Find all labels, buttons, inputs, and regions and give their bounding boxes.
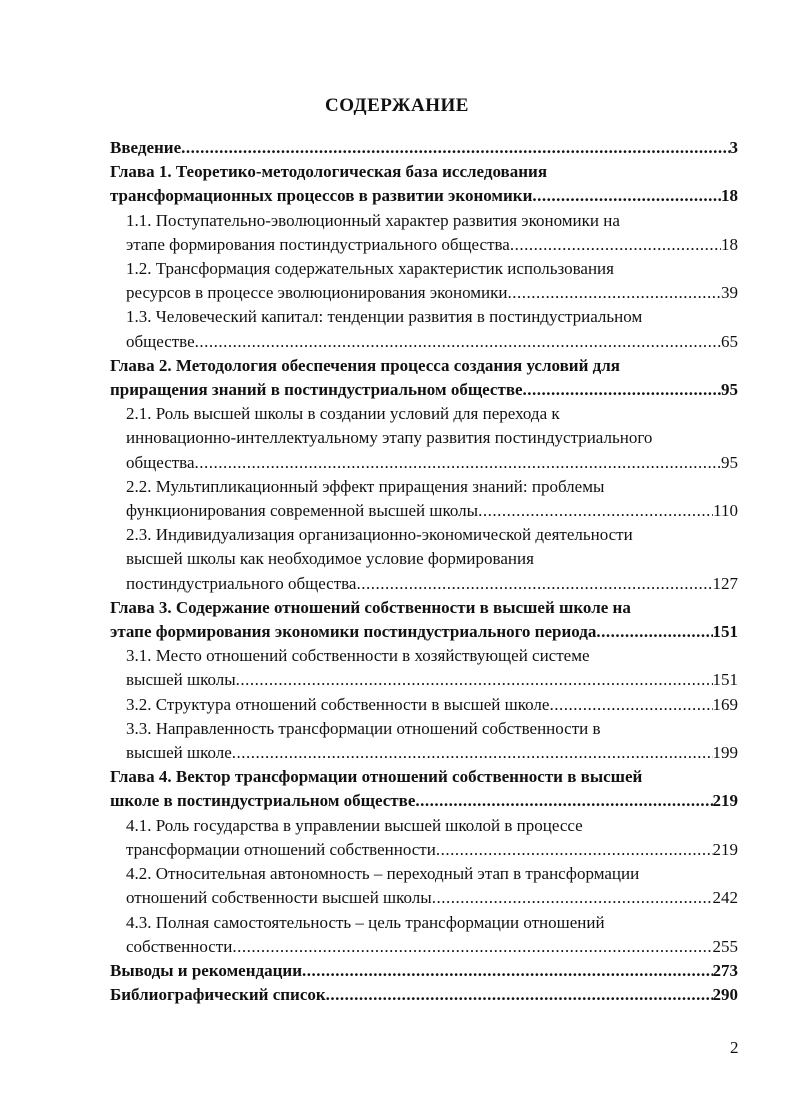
toc-entry-text: Глава 4. Вектор трансформации отношений собственности в высшей [110,767,643,787]
toc-entry-text: высшей школы как необходимое условие формирования [126,549,534,569]
dot-leader [302,959,712,983]
toc-entry-text: отношений собственности высшей школы [126,888,432,908]
toc-entry-last-line [110,620,738,644]
toc-section-entry [110,402,738,475]
toc-page-number: 3 [729,138,738,157]
toc-page-number: 127 [712,573,738,593]
dot-leader [195,330,721,354]
toc-entry-text: 4.3. Полная самостоятельность – цель трансформации отношений [126,912,605,932]
toc-entry-text: 4.2. Относительная автономность – переходный этап в трансформации [126,864,640,884]
dot-leader [478,499,713,523]
toc-section-entry [110,523,738,596]
toc-entry-last-line [126,838,738,862]
dot-leader [596,620,712,644]
toc-entry-text: 1.2. Трансформация содержательных характеристик использования [126,259,614,279]
page-title: СОДЕРЖАНИЕ [325,95,469,116]
dot-leader [436,838,713,862]
toc-section-entry [110,644,738,692]
toc-chapter-entry [110,160,738,208]
toc-entry-text: общества [126,452,195,472]
toc-page-number: 39 [721,283,738,303]
toc-entry-text: 4.1. Роль государства в управлении высшей школой в процессе [126,815,583,835]
toc-section-entry [110,257,738,305]
toc-entry-text: инновационно-интеллектуальному этапу развития постиндустриального [126,428,653,448]
toc-section-entry [110,862,738,910]
toc-entry-text: функционирования современной высшей школы [126,501,479,521]
toc-page-number: 95 [721,452,738,472]
dot-leader [549,693,712,717]
toc-entry-last-line [126,693,738,717]
toc-page-number: 65 [721,331,738,351]
toc-page-number: 273 [712,960,738,980]
toc-section-entry [110,693,738,717]
toc-entry-text: 1.1. Поступательно-эволюционный характер развития экономики на [126,210,620,230]
dot-leader [508,281,722,305]
toc-entry-last-line [110,184,738,208]
toc-section-entry [110,911,738,959]
toc-entry-text: этапе формирования экономики постиндустриального периода [110,622,597,642]
toc-section-entry [110,814,738,862]
toc-chapter-entry [110,596,738,644]
toc-entry-last-line [110,789,738,813]
toc-page-number: 255 [712,936,738,956]
toc-page-number: 151 [712,670,738,690]
toc-chapter-entry [110,983,738,1007]
toc-entry-text: 3.3. Направленность трансформации отношений собственности в [126,718,601,738]
dot-leader [523,378,721,402]
toc-section-entry [110,717,738,765]
toc-page-number: 110 [713,501,738,521]
toc-page-number: 199 [712,743,738,763]
toc-entry-text: постиндустриального общества [126,573,357,593]
toc-entry-last-line [126,741,738,765]
toc-chapter-entry [110,765,738,813]
toc-entry-last-line [126,572,738,596]
toc-entry-last-line [126,330,738,354]
toc-entry-last-line [126,233,738,257]
toc-entry-last-line [126,281,738,305]
toc-entry-text: трансформации отношений собственности [126,839,436,859]
toc-page-number: 290 [712,985,738,1005]
toc-entry-text: Выводы и рекомендации [110,960,303,980]
dot-leader [415,789,712,813]
toc-entry-last-line [126,499,738,523]
dot-leader [232,935,712,959]
toc-entry-text: приращения знаний в постиндустриальном обществе [110,380,523,400]
dot-leader [195,451,721,475]
toc-entry-text: 3.1. Место отношений собственности в хозяйствующей системе [126,646,590,666]
toc-entry-text: 1.3. Человеческий капитал: тенденции развития в постиндустриальном [126,307,643,327]
toc-chapter-entry [110,136,738,160]
dot-leader [181,136,729,160]
dot-leader [232,741,713,765]
toc-page-number: 219 [712,839,738,859]
dot-leader [510,233,721,257]
toc-entry-text: трансформационных процессов в развитии экономики [110,186,533,206]
toc-entry-last-line [110,136,738,160]
toc-entry-text: ресурсов в процессе эволюционирования экономики [126,283,508,303]
toc-entry-text: высшей школе [126,743,232,763]
toc-entry-text: собственности [126,936,233,956]
toc-entry-text: 2.3. Индивидуализация организационно-экономической деятельности [126,525,633,545]
toc-entry-last-line [126,668,738,692]
toc-page-number: 242 [712,888,738,908]
toc-entry-text: этапе формирования постиндустриального общества [126,234,510,254]
toc-page-number: 219 [712,791,738,811]
dot-leader [432,886,713,910]
toc-entry-text: обществе [126,331,195,351]
toc-entry-last-line [110,983,738,1007]
toc-entry-last-line [126,451,738,475]
table-of-contents [110,136,738,1007]
dot-leader [326,983,713,1007]
toc-entry-text: Введение [110,138,182,157]
toc-entry-text: Глава 1. Теоретико-методологическая база исследования [110,162,548,182]
toc-page-number: 95 [721,380,738,400]
toc-entry-last-line [110,959,738,983]
toc-entry-text: 3.2. Структура отношений собственности в высшей школе [126,694,550,714]
toc-chapter-entry [110,959,738,983]
toc-entry-text: высшей школы [126,670,236,690]
toc-entry-text: Глава 2. Методология обеспечения процесса создания условий для [110,355,620,375]
toc-page-number: 169 [712,694,738,714]
toc-page-number: 18 [721,234,738,254]
toc-section-entry [110,475,738,523]
toc-entry-last-line [126,935,738,959]
toc-entry-text: школе в постиндустриальном обществе [110,791,416,811]
toc-entry-last-line [126,886,738,910]
toc-entry-text: 2.2. Мультипликационный эффект приращения знаний: проблемы [126,476,605,496]
toc-page-number: 18 [721,186,738,206]
toc-entry-text: Глава 3. Содержание отношений собственности в высшей школе на [110,597,631,617]
toc-entry-last-line [110,378,738,402]
toc-section-entry [110,209,738,257]
toc-chapter-entry [110,354,738,402]
toc-entry-text: 2.1. Роль высшей школы в создании условий для перехода к [126,404,560,424]
dot-leader [532,184,721,208]
toc-section-entry [110,305,738,353]
dot-leader [236,668,713,692]
toc-page-number: 151 [712,622,738,642]
toc-entry-text: Библиографический список [110,985,326,1005]
page-number: 2 [730,1038,739,1057]
dot-leader [356,572,712,596]
